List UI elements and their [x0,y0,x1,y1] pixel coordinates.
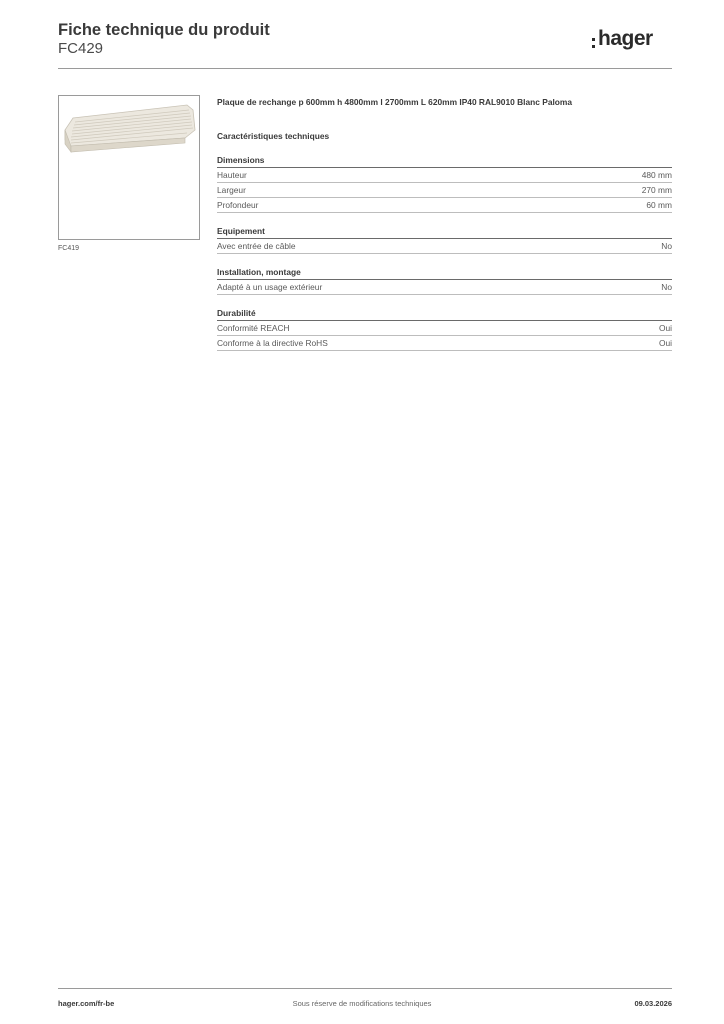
product-details [217,96,672,351]
spec-value: Oui [658,338,672,348]
footer-notice: Sous réserve de modifications techniques [292,999,432,1008]
spec-row [217,336,672,351]
section-title: Equipement [217,225,672,239]
spec-label: Adapté à un usage extérieur [217,282,323,292]
section-installation [217,266,672,295]
spec-value: 270 mm [641,185,672,195]
spec-value: No [661,282,672,292]
cover-plate-icon [59,96,199,239]
spec-row [217,239,672,254]
footer-divider [58,988,672,989]
spec-value: 480 mm [641,170,672,180]
spec-label: Hauteur [217,170,247,180]
spec-label: Largeur [217,185,246,195]
spec-row [217,321,672,336]
spec-row [217,183,672,198]
spec-label: Profondeur [217,200,259,210]
image-caption: FC419 [58,245,80,252]
section-dimensions [217,154,672,213]
spec-label: Conformité REACH [217,323,290,333]
product-code: FC429 [58,40,104,57]
section-durabilite [217,307,672,351]
footer-website-link[interactable]: hager.com/fr-be [58,999,115,1008]
spec-value: Oui [658,323,672,333]
spec-row [217,280,672,295]
footer-date: 09.03.2026 [634,999,672,1008]
section-title: Dimensions [217,154,672,168]
spec-label: Avec entrée de câble [217,241,296,251]
header-divider [58,68,672,69]
product-description: Plaque de rechange p 600mm h 4800mm l 2700mm L 620mm IP40 RAL9010 Blanc Paloma [217,97,573,107]
section-title: Installation, montage [217,266,672,280]
logo-dots-icon [592,38,596,52]
spec-row [217,168,672,183]
section-equipement [217,225,672,254]
product-image [58,95,200,240]
section-title: Durabilité [217,307,672,321]
spec-value: No [661,241,672,251]
tech-characteristics-heading: Caractéristiques techniques [217,131,330,141]
spec-label: Conforme à la directive RoHS [217,338,328,348]
logo-text: hager [598,27,653,50]
spec-row [217,198,672,213]
page-title: Fiche technique du produit [58,21,270,39]
spec-value: 60 mm [646,200,672,210]
